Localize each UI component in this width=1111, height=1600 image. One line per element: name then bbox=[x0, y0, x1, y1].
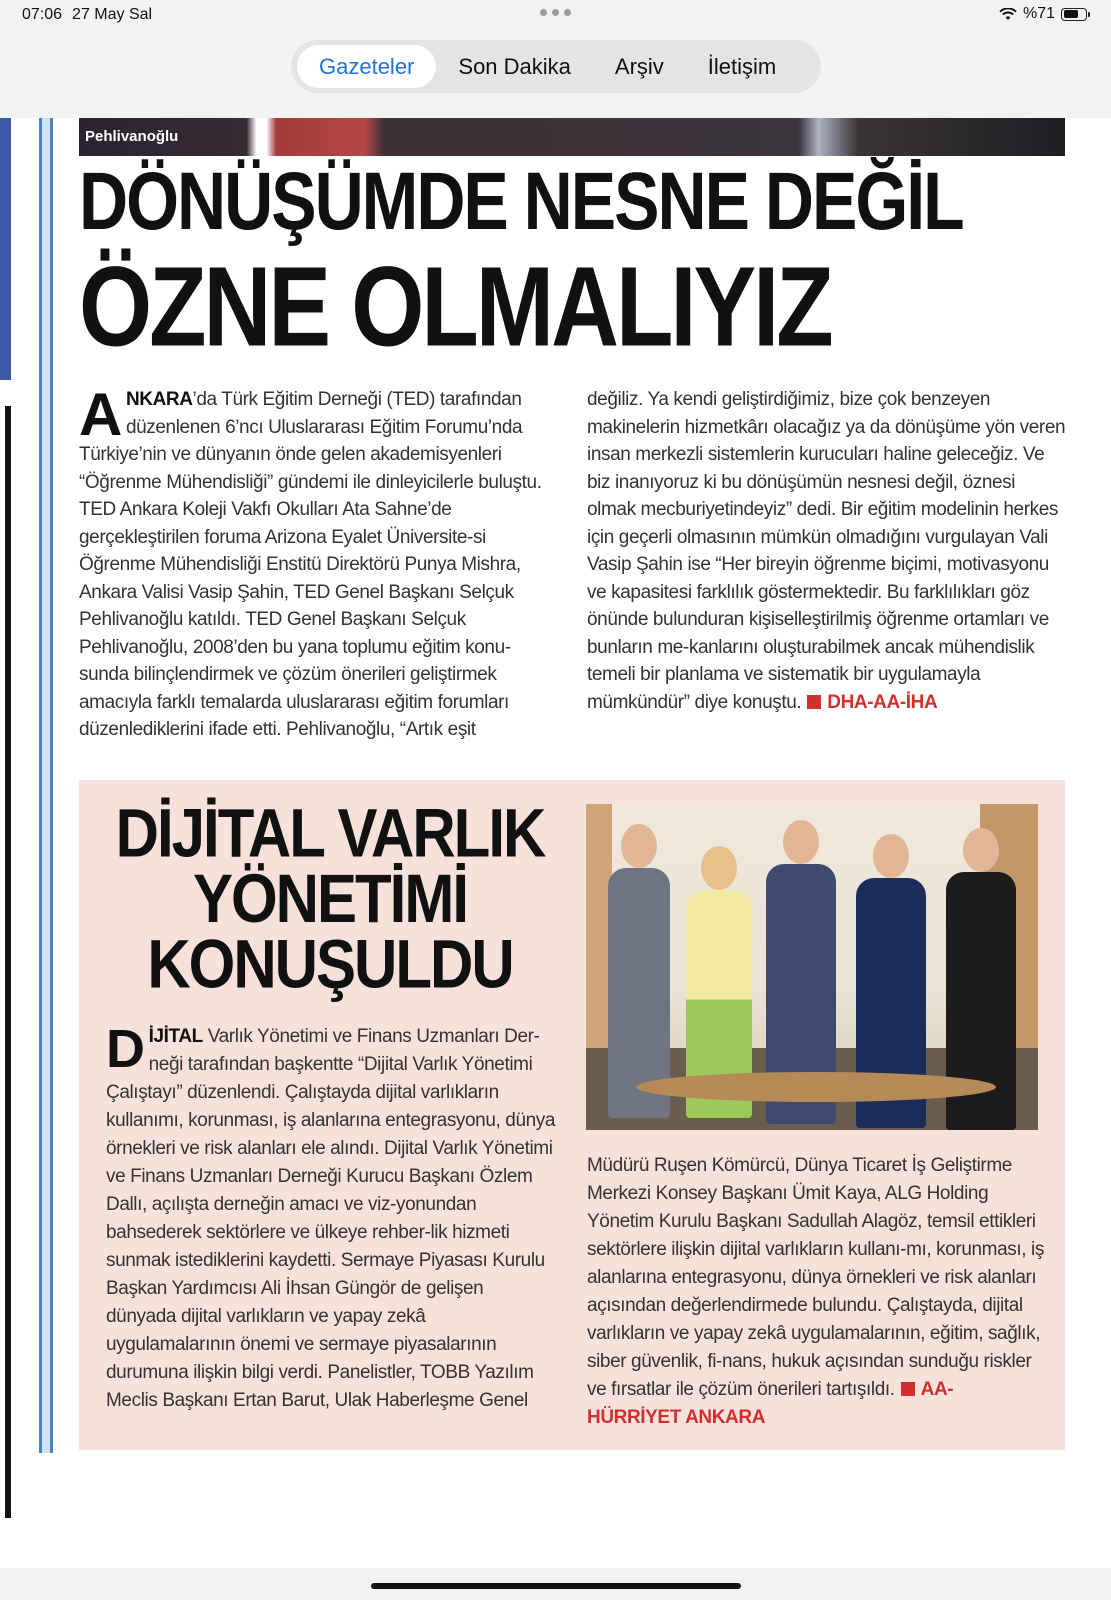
wifi-icon bbox=[999, 8, 1017, 21]
newspaper-page[interactable] bbox=[0, 118, 1111, 1518]
box-headline-line-3: KONUŞULDU bbox=[147, 925, 513, 1003]
article-body-column-2 bbox=[587, 386, 1067, 716]
home-indicator[interactable] bbox=[371, 1583, 741, 1589]
drop-cap: A bbox=[79, 381, 122, 448]
box-body-column-2 bbox=[587, 1152, 1047, 1432]
status-time: 07:06 bbox=[22, 6, 63, 23]
boxed-article bbox=[79, 780, 1065, 1450]
column-rule bbox=[39, 118, 53, 1453]
lead-word: NKARA bbox=[125, 389, 193, 410]
status-date: 27 May Sal bbox=[72, 6, 153, 23]
box-body-column-1 bbox=[106, 1019, 556, 1415]
article-body-column-1 bbox=[79, 381, 549, 744]
photo-caption: Pehlivanoğlu bbox=[85, 128, 179, 145]
news-agency-credit: DHA-AA-İHA bbox=[801, 692, 937, 713]
body-text: ’da Türk Eğitim Derneği (TED) tarafından düzenlenen 6’ncı Uluslararası Eğitim Forumu’nda Türkiye’nin ve dünyanın önde gelen akademisyenleri “Öğrenme Mühendisliği” gündemi ile dinleyicilerle buluştu. TED Ankara Koleji Vakfı Okulları Ata Sahne’de gerçekleştirilen foruma Arizona Eyalet Üniversite-si Öğrenme Mühendisliği Enstitü Direktörü Punya Mishra, Ankara Valisi Vasip Şahin, TED Genel Başkanı Selçuk Pehlivanoğlu katıldı. TED Genel Başkanı Selçuk Pehlivanoğlu, 2008’den bu yana toplumu eğitim konu-sunda bilinçlendirmek ve çözüm önerileri geliştirmek amacıyla farklı temalarda uluslararası eğitim forumları düzenlediklerini ifade etti. Pehlivanoğlu, “Artık eşit bbox=[79, 389, 542, 740]
body-text: Varlık Yönetimi ve Finans Uzmanları Der-neği tarafından başkentte “Dijital Varlık Yönetimi Çalıştayı” düzenlendi. Çalıştayda dijital varlıkların kullanımı, korunması, iş alanlarına entegrasyonu, dünya örnekleri ve risk alanları ele alındı. Dijital Varlık Yönetimi ve Finans Uzmanları Derneği Kurucu Başkanı Özlem Dallı, açılışta derneğin amacı ve viz-yonundan bahsederek sektörlere ve ülkeye rehber-lik hizmeti sunmak istediklerini kaydetti. Sermaye Piyasası Kurulu Başkan Yardımcısı Ali İhsan Güngör de gelişen dünyada dijital varlıkların ve yapay zekâ uygulamalarının önemi ve sermaye piyasalarının durumuna ilişkin bilgi verdi. Panelistler, TOBB Yazılım Meclis Başkanı Ertan Barut, Ulak Haberleşme Genel bbox=[106, 1026, 556, 1411]
tab-arsiv[interactable]: Arşiv bbox=[614, 54, 664, 79]
battery-icon bbox=[1061, 8, 1087, 21]
status-bar bbox=[22, 6, 152, 24]
box-headline-line-2: YÖNETİMİ bbox=[192, 859, 467, 937]
lead-word: İJİTAL bbox=[148, 1026, 203, 1047]
panelist bbox=[608, 824, 670, 1118]
adjacent-page-edge bbox=[0, 118, 11, 380]
battery-percent: %71 bbox=[1022, 5, 1055, 22]
more-options-icon[interactable] bbox=[540, 9, 571, 16]
news-agency-credit: AA-HÜRRİYET ANKARA bbox=[587, 1379, 954, 1428]
top-toolbar bbox=[0, 0, 1111, 118]
panel-photo bbox=[586, 804, 1038, 1130]
headline-line-1: DÖNÜŞÜMDE NESNE DEĞİL bbox=[79, 156, 963, 248]
tab-bar bbox=[291, 40, 821, 93]
coffee-table bbox=[636, 1072, 996, 1102]
adjacent-page-rule bbox=[5, 406, 11, 1518]
body-text: değiliz. Ya kendi geliştirdiğimiz, bize çok benzeyen makinelerin hizmetkârı olacağız ya da dönüşüme yön veren insan merkezli sistemlerin kurucuları haline geleceğiz. Ve biz inanıyoruz ki bu dönüşümün nesnesi değil, öznesi olmak mecburiyetindeyiz” dedi. Bir eğitim modelinin herkes için geçerli olmasının mümkün olmadığını vurgulayan Vali Vasip Şahin ise “Her bireyin öğrenme biçimi, motivasyonu ve kapasitesi farklılık göstermektedir. Bu farklılıkları göz önünde bulunduran kişiselleştirilmiş öğrenme ortamları ve bunların me-kanlarını oluşturabilmek ancak mühendislik temeli bir planlama ve sistematik bir uygulamayla mümkündür” diye konuştu. bbox=[587, 389, 1066, 713]
article-headline bbox=[79, 156, 1069, 370]
box-headline bbox=[95, 794, 565, 1003]
body-text: Müdürü Ruşen Kömürcü, Dünya Ticaret İş Geliştirme Merkezi Konsey Başkanı Ümit Kaya, ALG Holding Yönetim Kurulu Başkanı Sadullah Alagöz, temsil ettikleri sektörlere ilişkin dijital varlıkların kullanı-mı, korunması, iş alanlarına entegrasyonu, dünya örnekleri ve risk alanları açısından değerlendirmede bulundu. Çalıştayda, dijital varlıkların ve yapay zekâ uygulamalarının, eğitim, sağlık, siber güvenlik, fi-nans, hukuk açısından sunduğu riskler ve fırsatlar ile çözüm önerileri tartışıldı. bbox=[587, 1155, 1044, 1400]
status-right bbox=[999, 5, 1087, 23]
box-headline-line-1: DİJİTAL VARLIK bbox=[115, 794, 545, 872]
drop-cap: D bbox=[106, 1019, 145, 1079]
tab-iletisim[interactable]: İletişim bbox=[707, 54, 777, 79]
headline-line-2: ÖZNE OLMALIYIZ bbox=[79, 243, 831, 370]
article-photo-strip bbox=[79, 118, 1065, 156]
tab-gazeteler[interactable]: Gazeteler bbox=[297, 45, 436, 88]
tab-son-dakika[interactable]: Son Dakika bbox=[458, 54, 571, 79]
